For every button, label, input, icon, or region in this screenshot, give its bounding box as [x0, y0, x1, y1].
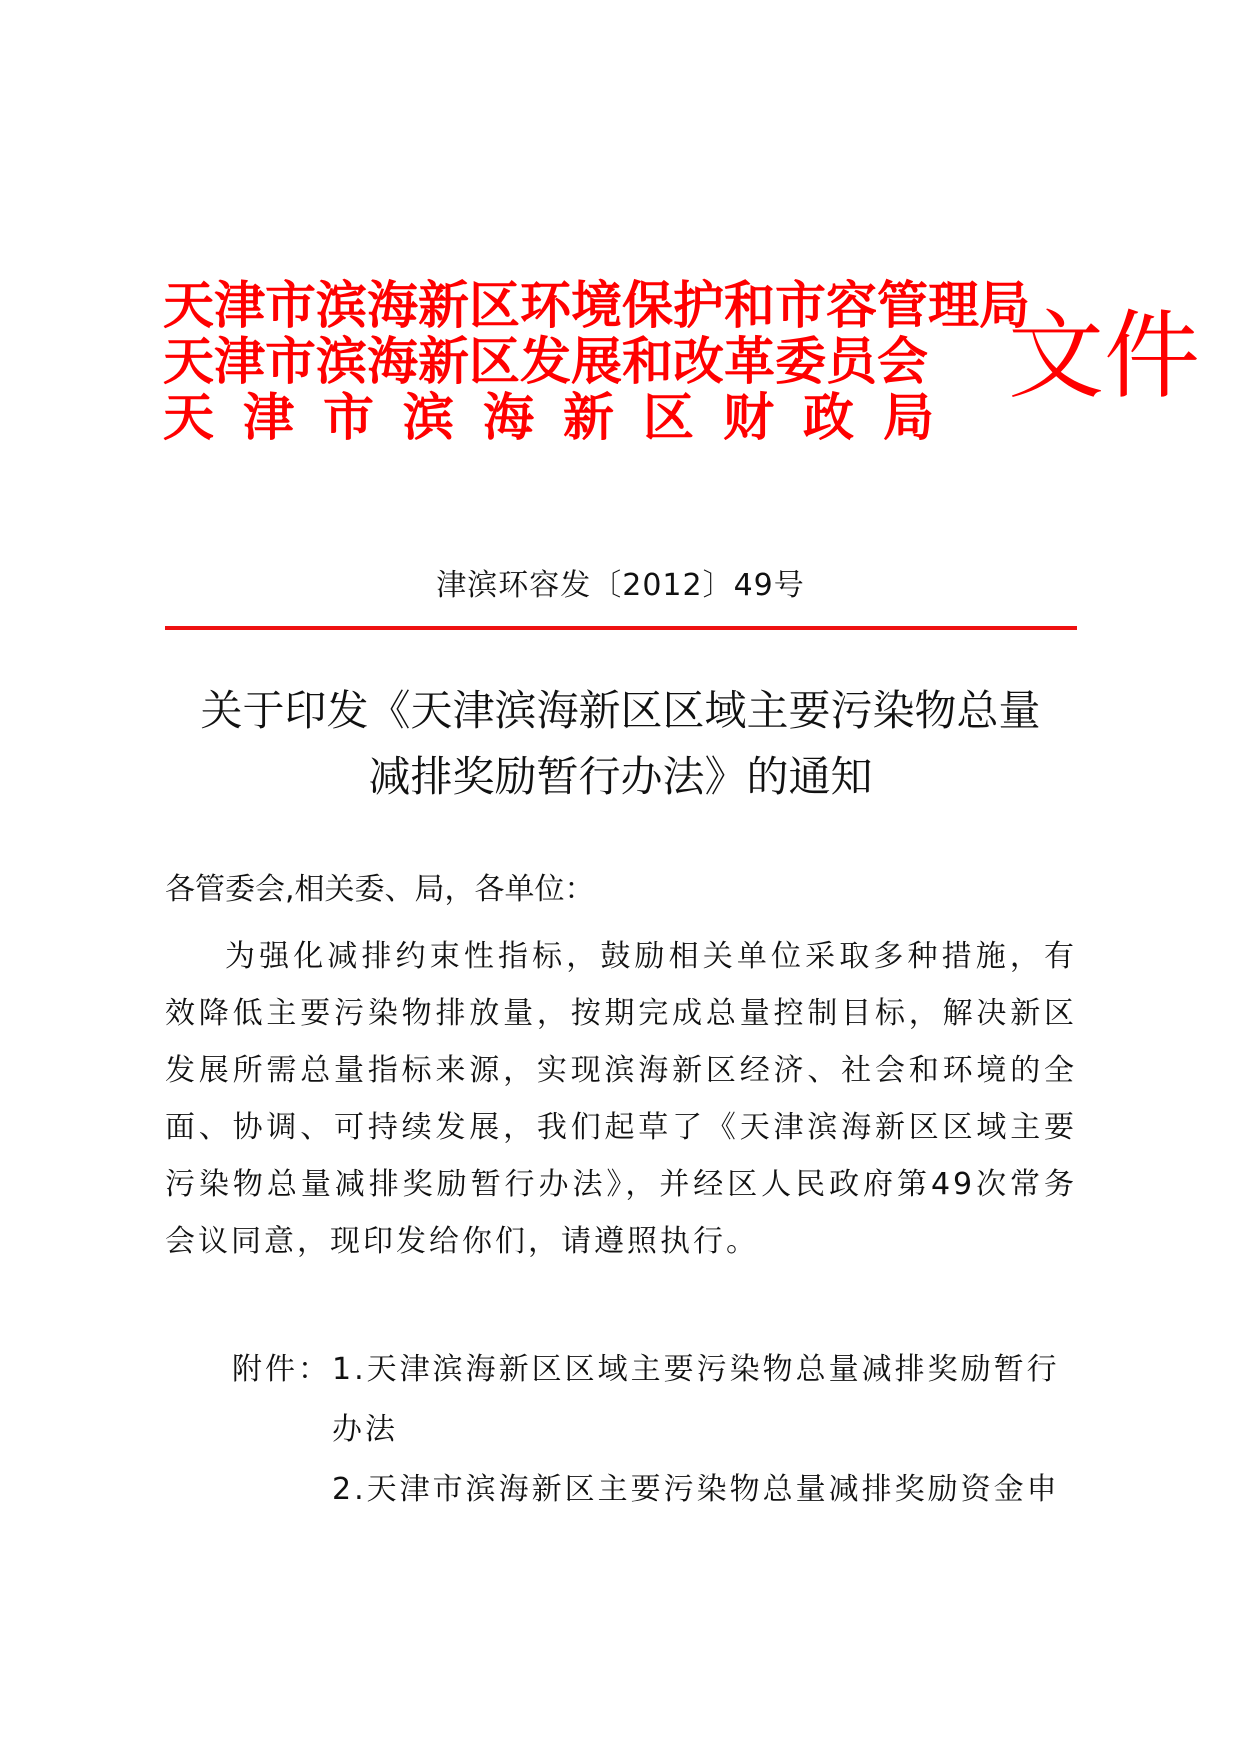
document-suffix: 文件: [1008, 300, 1200, 412]
issuer-line-3: 天津市滨海新区财政局: [163, 388, 964, 448]
red-divider: [165, 626, 1077, 630]
issuer-line-2: 天津市滨海新区发展和改革委员会: [163, 332, 929, 392]
attachment-row: [232, 1340, 1082, 1460]
document-number: 津滨环容发〔2012〕49号: [436, 568, 805, 603]
issuer-line-1: 天津市滨海新区环境保护和市容管理局: [163, 276, 1031, 336]
attachment-item-2: 2.天津市滨海新区主要污染物总量减排奖励资金申: [332, 1472, 1060, 1507]
attachments-label: 附件：: [232, 1352, 331, 1387]
document-header: [163, 276, 1200, 458]
salutation: 各管委会,相关委、局，各单位：: [165, 872, 595, 907]
body-paragraph: 为强化减排约束性指标，鼓励相关单位采取多种措施，有效降低主要污染物排放量，按期完成总量控制目标，解决新区发展所需总量指标来源，实现滨海新区经济、社会和环境的全面、协调、可持续发展，我们起草了《天津滨海新区区域主要污染物总量减排奖励暂行办法》，并经区人民政府第49次常务会议同意，现印发给你们，请遵照执行。: [165, 939, 1077, 1259]
title-line-1: 关于印发《天津滨海新区区域主要污染物总量: [200, 686, 1041, 735]
attachments-list: [232, 1340, 1082, 1520]
attachment-row: [232, 1460, 1082, 1520]
title-line-2: 减排奖励暂行办法》的通知: [368, 752, 873, 801]
document-title: [150, 678, 1091, 810]
attachment-item-1: 1.天津滨海新区区域主要污染物总量减排奖励暂行办法: [332, 1352, 1060, 1447]
